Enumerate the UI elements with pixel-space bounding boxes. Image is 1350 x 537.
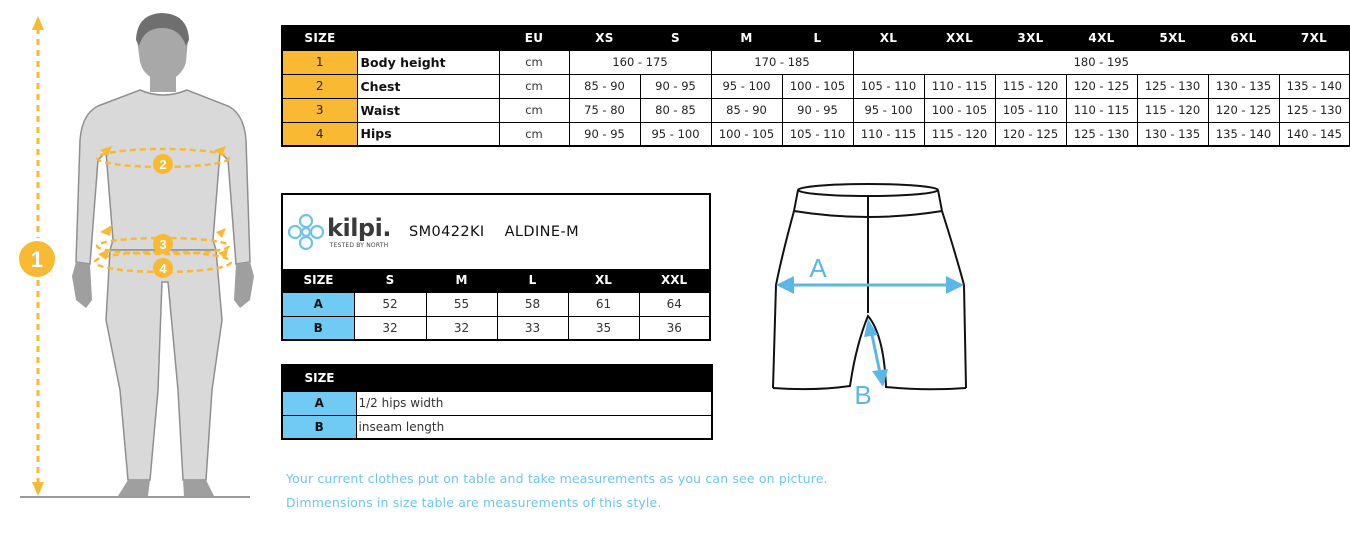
row-unit: cm (499, 122, 569, 146)
header-size: SIZE (282, 269, 354, 292)
cell-value: 61 (568, 292, 639, 316)
marker-4-label: 4 (159, 261, 167, 276)
cell-value: 110 - 115 (853, 122, 924, 146)
cell-value: 130 - 135 (1137, 122, 1208, 146)
cell-value: 100 - 105 (711, 122, 782, 146)
body-measurement-figure (0, 0, 270, 537)
kilpi-logo (287, 212, 405, 252)
brand-wordmark: kilpi. (327, 213, 391, 242)
cell-value: 85 - 90 (569, 74, 640, 98)
cell-value: 140 - 145 (1279, 122, 1350, 146)
row-unit: cm (499, 50, 569, 74)
table-row-waist (282, 98, 1350, 122)
cell-value: 100 - 105 (782, 74, 853, 98)
cell-value: 115 - 120 (1137, 98, 1208, 122)
header-size: SIZE (282, 26, 357, 50)
marker-1-label: 1 (30, 247, 44, 272)
table-row-a (282, 292, 710, 316)
cell-value: 90 - 95 (640, 74, 711, 98)
row-key: B (282, 415, 356, 439)
row-label: Body height (357, 50, 499, 74)
header-size-l: L (782, 26, 853, 50)
row-description: inseam length (356, 415, 712, 439)
row-label: Waist (357, 98, 499, 122)
human-figure-icon (0, 0, 270, 537)
cell-value: 58 (497, 292, 568, 316)
table-row-chest (282, 74, 1350, 98)
product-code: SM0422KI (409, 224, 485, 240)
cell-value: 180 - 195 (853, 50, 1350, 74)
table-row-b (282, 316, 710, 340)
row-description: 1/2 hips width (356, 391, 712, 415)
cell-value: 135 - 140 (1279, 74, 1350, 98)
product-name: ALDINE-M (504, 224, 579, 240)
shorts-icon (760, 175, 980, 415)
row-number: 4 (282, 122, 357, 146)
cell-value: 160 - 175 (569, 50, 711, 74)
header-eu: EU (499, 26, 569, 50)
header-size-6xl: 6XL (1208, 26, 1279, 50)
header-size-m: M (711, 26, 782, 50)
cell-value: 32 (426, 316, 497, 340)
cell-value: 35 (568, 316, 639, 340)
row-unit: cm (499, 98, 569, 122)
product-header-row (282, 194, 710, 269)
cell-value: 75 - 80 (569, 98, 640, 122)
marker-2-label: 2 (159, 157, 167, 172)
header-size-7xl: 7XL (1279, 26, 1350, 50)
label-b: B (854, 380, 872, 410)
cell-value: 52 (354, 292, 426, 316)
cell-value: 115 - 120 (995, 74, 1066, 98)
cell-value: 33 (497, 316, 568, 340)
brand-tagline: TESTED BY NORTH (329, 241, 389, 249)
row-number: 2 (282, 74, 357, 98)
cell-value: 90 - 95 (782, 98, 853, 122)
header-size-xl: XL (853, 26, 924, 50)
cell-value: 125 - 130 (1066, 122, 1137, 146)
cell-value: 105 - 110 (853, 74, 924, 98)
note-line-1: Your current clothes put on table and take measurements as you can see on picture. (286, 471, 828, 486)
product-size-header-row (282, 269, 710, 292)
cell-value: 90 - 95 (569, 122, 640, 146)
legend-header-row (282, 365, 712, 391)
table-header-row (282, 26, 1350, 50)
cell-value: 105 - 110 (995, 98, 1066, 122)
cell-value: 120 - 125 (1208, 98, 1279, 122)
note-line-2: Dimmensions in size table are measurements of this style. (286, 494, 662, 510)
cell-value: 110 - 115 (924, 74, 995, 98)
product-size-table (281, 193, 711, 341)
legend-row-b (282, 415, 712, 439)
header-size-xxl: XXL (639, 269, 710, 292)
row-key: B (282, 316, 354, 340)
header-blank (356, 365, 712, 391)
row-key: A (282, 292, 354, 316)
celtic-knot-icon (287, 212, 325, 252)
label-a: A (809, 253, 827, 283)
cell-value: 120 - 125 (1066, 74, 1137, 98)
cell-value: 36 (639, 316, 710, 340)
marker-3-label: 3 (159, 237, 167, 252)
cell-value: 55 (426, 292, 497, 316)
legend-row-a (282, 391, 712, 415)
cell-value: 80 - 85 (640, 98, 711, 122)
measurement-notes (286, 467, 828, 514)
cell-value: 95 - 100 (711, 74, 782, 98)
cell-value: 32 (354, 316, 426, 340)
cell-value: 125 - 130 (1137, 74, 1208, 98)
cell-value: 95 - 100 (853, 98, 924, 122)
row-unit: cm (499, 74, 569, 98)
cell-value: 85 - 90 (711, 98, 782, 122)
row-number: 1 (282, 50, 357, 74)
cell-value: 135 - 140 (1208, 122, 1279, 146)
product-heading (283, 195, 709, 269)
shorts-diagram (760, 175, 980, 415)
row-label: Chest (357, 74, 499, 98)
measurement-legend-table (281, 364, 713, 440)
row-number: 3 (282, 98, 357, 122)
row-key: A (282, 391, 356, 415)
cell-value: 100 - 105 (924, 98, 995, 122)
table-row-body-height (282, 50, 1350, 74)
header-blank (357, 26, 499, 50)
header-size-3xl: 3XL (995, 26, 1066, 50)
header-size-l: L (497, 269, 568, 292)
cell-value: 125 - 130 (1279, 98, 1350, 122)
size-chart-table (281, 25, 1350, 147)
cell-value: 170 - 185 (711, 50, 853, 74)
header-size-xs: XS (569, 26, 640, 50)
cell-value: 115 - 120 (924, 122, 995, 146)
header-size-xxl: XXL (924, 26, 995, 50)
cell-value: 95 - 100 (640, 122, 711, 146)
cell-value: 105 - 110 (782, 122, 853, 146)
header-size-s: S (640, 26, 711, 50)
row-label: Hips (357, 122, 499, 146)
table-row-hips (282, 122, 1350, 146)
header-size-s: S (354, 269, 426, 292)
header-size-xl: XL (568, 269, 639, 292)
cell-value: 120 - 125 (995, 122, 1066, 146)
header-size-5xl: 5XL (1137, 26, 1208, 50)
cell-value: 64 (639, 292, 710, 316)
header-size-4xl: 4XL (1066, 26, 1137, 50)
header-size-m: M (426, 269, 497, 292)
header-size: SIZE (282, 365, 356, 391)
cell-value: 110 - 115 (1066, 98, 1137, 122)
cell-value: 130 - 135 (1208, 74, 1279, 98)
